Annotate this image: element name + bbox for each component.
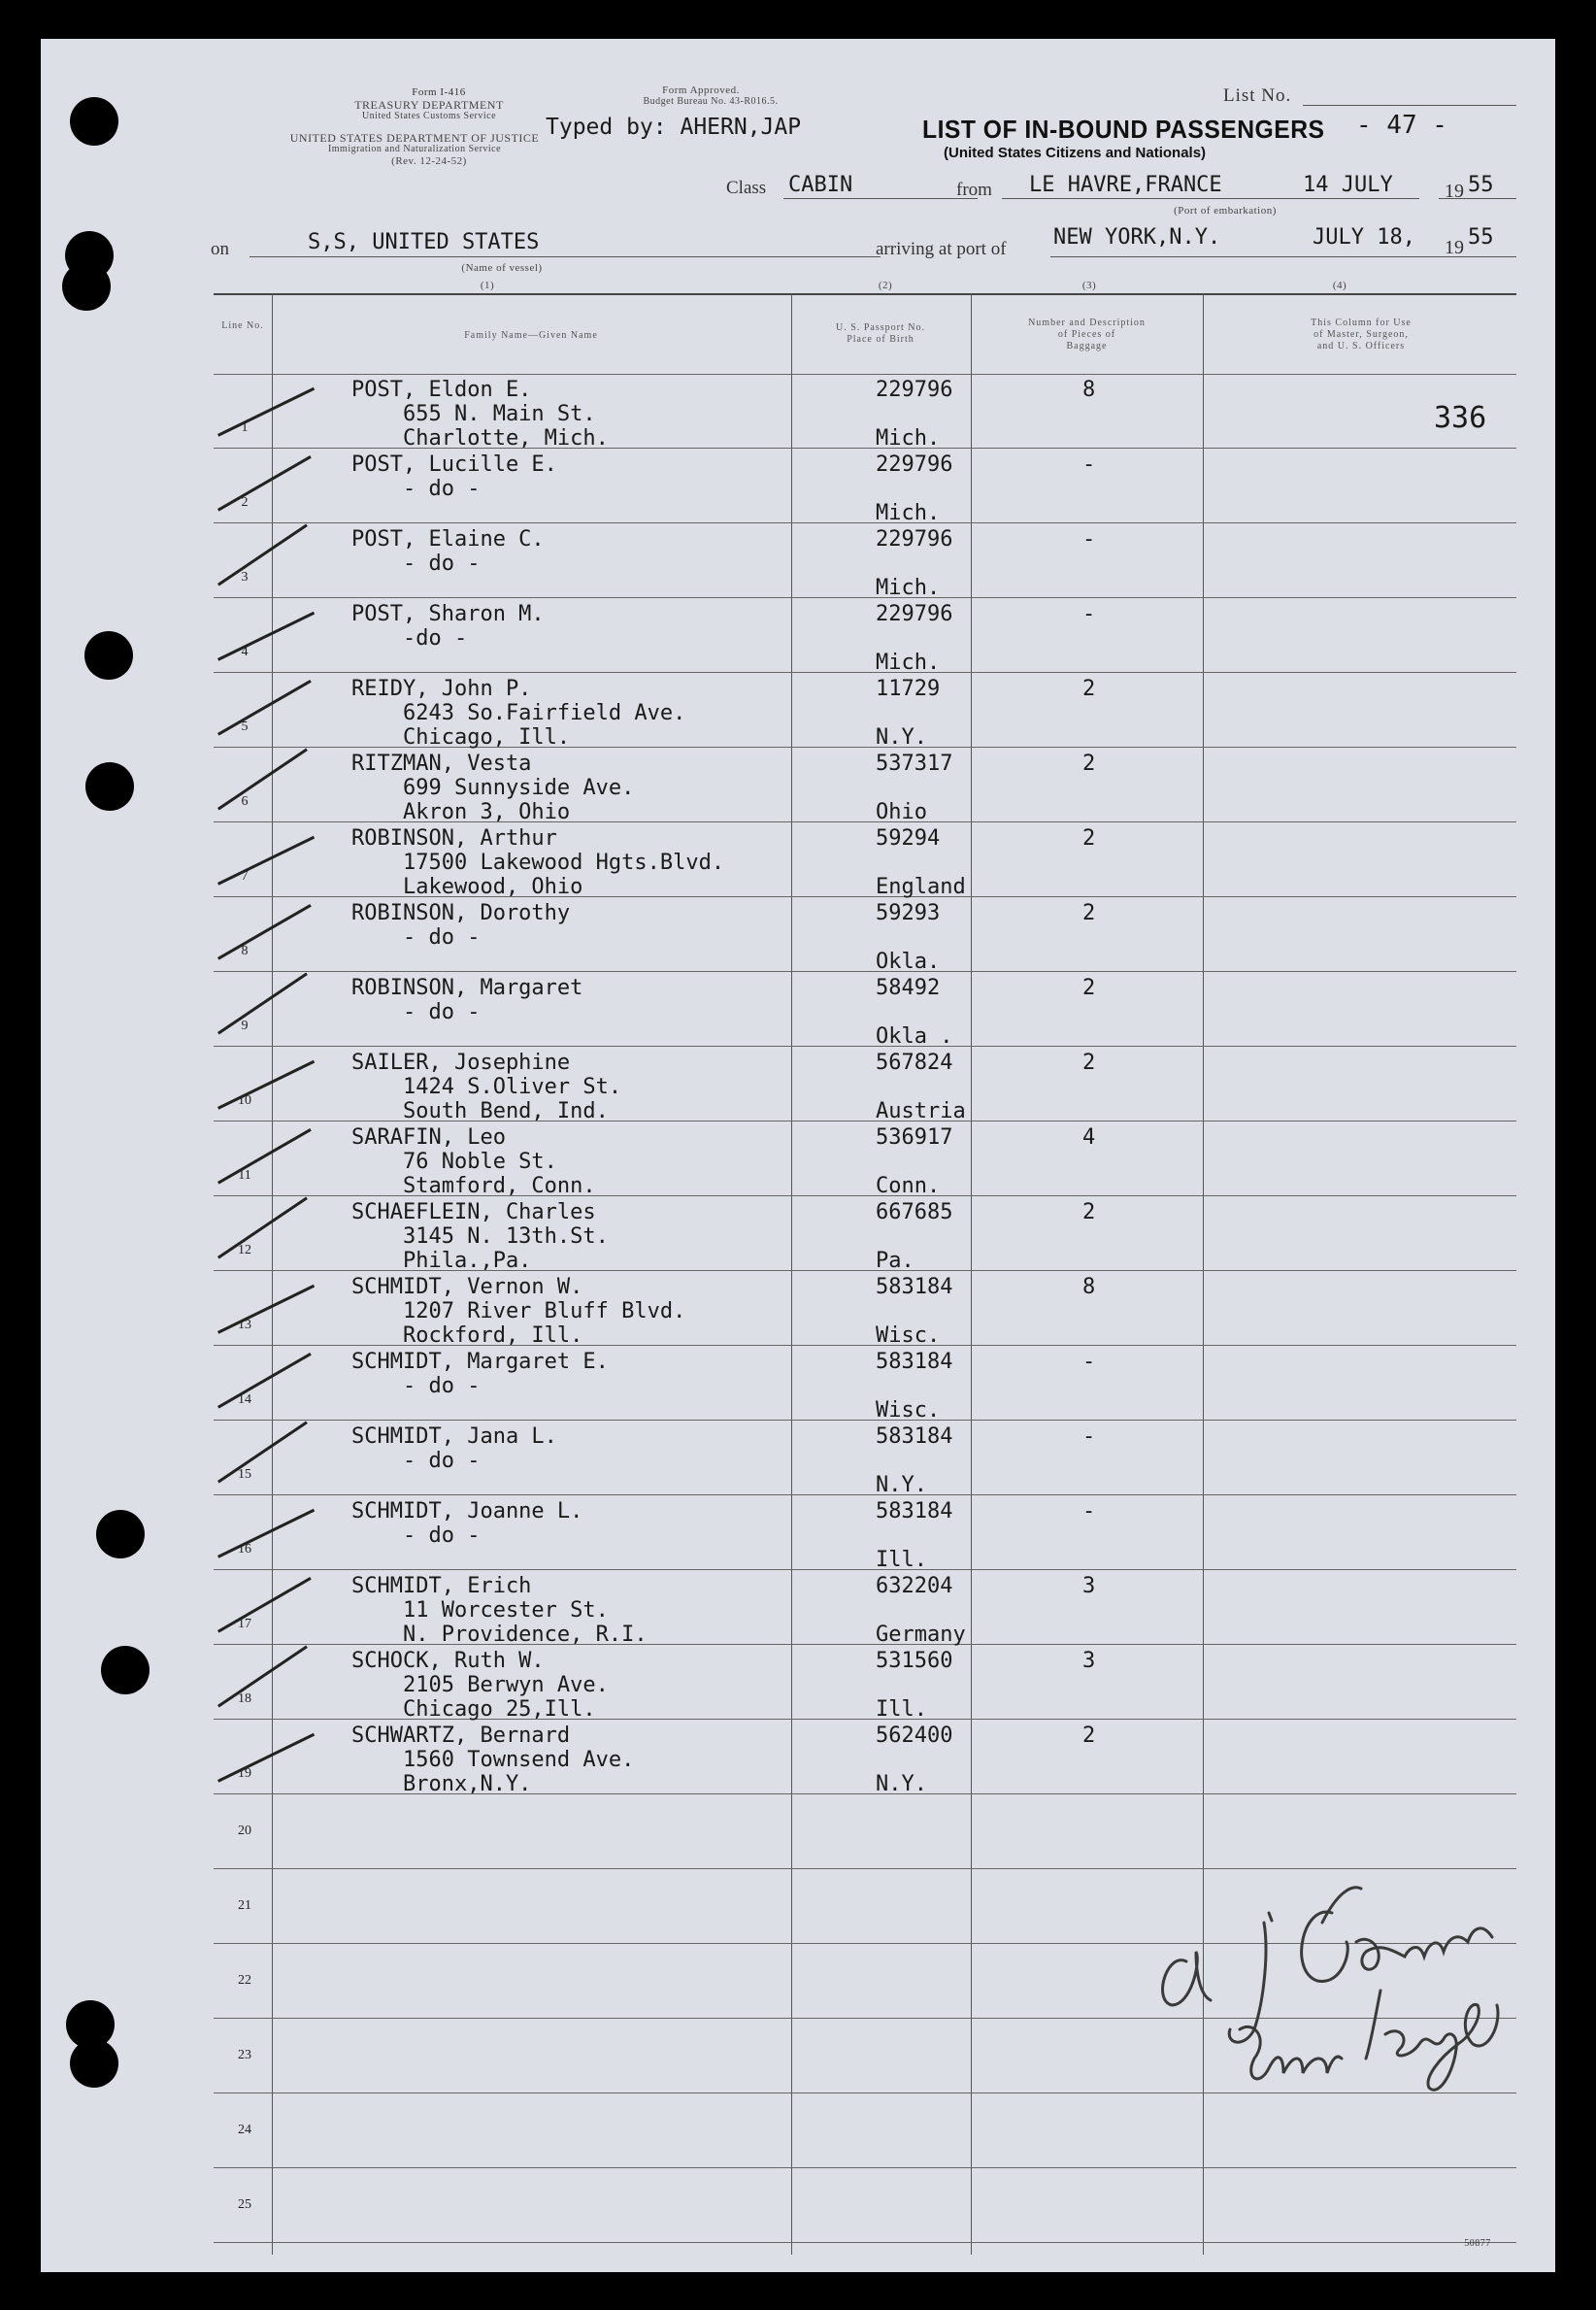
line-number: 22 — [238, 1973, 251, 1988]
embarkation-port: LE HAVRE,FRANCE — [1029, 173, 1222, 197]
address-line: Akron 3, Ohio — [351, 800, 571, 824]
address-line: - do - — [351, 925, 481, 950]
address-line: -do - — [351, 626, 468, 651]
passenger-name — [351, 976, 582, 1024]
baggage-count: 3 — [1082, 1649, 1096, 1673]
passenger-name — [351, 527, 545, 576]
place-of-birth: Austria — [876, 1099, 966, 1123]
address-line: - do - — [351, 552, 481, 576]
check-mark — [217, 1733, 315, 1783]
address-line: - do - — [351, 1000, 481, 1024]
passport-number: 59293 — [876, 901, 941, 925]
address-line: 76 Noble St. — [351, 1150, 557, 1174]
list-no-label: List No. — [1223, 85, 1292, 106]
passenger-name — [351, 1649, 609, 1722]
address-line: Stamford, Conn. — [351, 1174, 596, 1198]
line-number: 23 — [238, 2048, 251, 2062]
binder-hole — [85, 762, 134, 811]
passenger-name — [351, 1125, 596, 1198]
from-label: from — [956, 180, 992, 200]
class-label: Class — [726, 178, 767, 198]
binder-hole — [96, 1510, 145, 1558]
passport-number: 632204 — [876, 1574, 953, 1598]
place-of-birth: Germany — [876, 1623, 966, 1647]
baggage-count: 2 — [1082, 826, 1096, 851]
place-of-birth: Mich. — [876, 501, 941, 525]
baggage-count: 2 — [1082, 677, 1096, 701]
address-line: Chicago, Ill. — [351, 725, 571, 750]
passport-number: 58492 — [876, 976, 941, 1000]
address-line: Lakewood, Ohio — [351, 875, 583, 899]
passport-number: 59294 — [876, 826, 941, 851]
place-of-birth: N.Y. — [876, 725, 927, 750]
address-line: 699 Sunnyside Ave. — [351, 776, 635, 800]
address-line: South Bend, Ind. — [351, 1099, 609, 1123]
family-given-name: POST, Lucille E. — [351, 452, 557, 477]
line-number: 13 — [238, 1318, 251, 1332]
address-line: 1207 River Bluff Blvd. — [351, 1299, 686, 1323]
baggage-count: 2 — [1082, 1724, 1096, 1748]
col-number-3: (3) — [1081, 280, 1097, 291]
family-given-name: SCHMIDT, Jana L. — [351, 1424, 557, 1449]
col-number-1: (1) — [480, 280, 495, 291]
place-of-birth: Ill. — [876, 1548, 927, 1572]
row-divider — [214, 597, 1516, 598]
line-number: 21 — [238, 1898, 251, 1913]
passenger-name — [351, 602, 545, 651]
check-mark — [217, 1509, 315, 1558]
department-of-justice: UNITED STATES DEPARTMENT OF JUSTICE — [289, 131, 540, 145]
passport-number: 667685 — [876, 1200, 953, 1224]
row-divider — [214, 1569, 1516, 1570]
family-given-name: ROBINSON, Margaret — [351, 976, 583, 1000]
passport-number: 583184 — [876, 1350, 953, 1374]
address-line: 1560 Townsend Ave. — [351, 1748, 635, 1772]
passenger-name — [351, 1499, 582, 1548]
address-line: - do - — [351, 1523, 481, 1548]
vessel-caption: (Name of vessel) — [461, 262, 543, 274]
family-given-name: ROBINSON, Arthur — [351, 826, 557, 851]
line-number: 9 — [241, 1019, 249, 1033]
address-line: - do - — [351, 1449, 481, 1473]
embarkation-year: 55 — [1468, 173, 1494, 197]
family-given-name: RITZMAN, Vesta — [351, 752, 532, 776]
line-number: 24 — [238, 2123, 251, 2137]
address-line: Charlotte, Mich. — [351, 426, 609, 451]
passenger-name — [351, 1275, 685, 1348]
line-number: 12 — [238, 1243, 251, 1257]
binder-hole — [62, 262, 111, 311]
place-of-birth: Mich. — [876, 426, 941, 451]
address-line: 17500 Lakewood Hgts.Blvd. — [351, 851, 725, 875]
arrival-date: JULY 18, — [1313, 225, 1415, 250]
address-line: 3145 N. 13th.St. — [351, 1224, 609, 1249]
passenger-name — [351, 1574, 648, 1647]
line-number: 6 — [241, 794, 249, 809]
row-divider — [214, 1420, 1516, 1421]
row-divider — [214, 672, 1516, 673]
place-of-birth: N.Y. — [876, 1772, 927, 1796]
class-value: CABIN — [788, 173, 853, 197]
check-mark — [217, 904, 312, 960]
binder-hole — [84, 631, 133, 680]
line-number: 1 — [241, 420, 249, 435]
col-header-baggage: Number and Description of Pieces of Baggage — [1028, 318, 1146, 352]
immigration-service: Immigration and Naturalization Service — [327, 144, 502, 154]
family-given-name: REIDY, John P. — [351, 677, 532, 701]
passenger-name — [351, 452, 557, 501]
line-number: 2 — [241, 495, 249, 510]
baggage-count: - — [1082, 1350, 1096, 1374]
passport-number: 229796 — [876, 602, 953, 626]
address-line: - do - — [351, 1374, 481, 1398]
typed-by: Typed by: AHERN,JAP — [546, 115, 802, 140]
line-number: 3 — [241, 570, 249, 585]
family-given-name: SAILER, Josephine — [351, 1051, 571, 1075]
vessel-name: S,S, UNITED STATES — [308, 230, 540, 254]
place-of-birth: Wisc. — [876, 1323, 941, 1348]
inspector-signature — [1147, 1806, 1555, 2107]
passenger-name — [351, 1350, 609, 1398]
place-of-birth: N.Y. — [876, 1473, 927, 1497]
check-mark — [217, 1128, 312, 1185]
passport-number: 537317 — [876, 752, 953, 776]
customs-service: United States Customs Service — [361, 111, 497, 121]
family-given-name: POST, Eldon E. — [351, 378, 532, 402]
address-line: 655 N. Main St. — [351, 402, 596, 426]
baggage-count: 2 — [1082, 976, 1096, 1000]
line-number: 14 — [238, 1392, 251, 1407]
passport-number: 567824 — [876, 1051, 953, 1075]
arrival-year-prefix: 19 — [1445, 237, 1464, 258]
row-divider — [214, 2167, 1516, 2168]
passenger-name — [351, 1424, 557, 1473]
passport-number: 583184 — [876, 1275, 953, 1299]
line-number: 18 — [238, 1691, 251, 1706]
line-number: 20 — [238, 1824, 251, 1838]
family-given-name: SARAFIN, Leo — [351, 1125, 506, 1150]
baggage-count: - — [1082, 452, 1096, 477]
line-number: 4 — [241, 645, 249, 659]
on-label: on — [211, 239, 229, 259]
passport-number: 536917 — [876, 1125, 953, 1150]
baggage-count: - — [1082, 1499, 1096, 1523]
line-number: 19 — [238, 1766, 251, 1781]
family-given-name: ROBINSON, Dorothy — [351, 901, 571, 925]
family-given-name: SCHWARTZ, Bernard — [351, 1724, 571, 1748]
family-given-name: SCHMIDT, Erich — [351, 1574, 532, 1598]
port-embarkation-caption: (Port of embarkation) — [1174, 205, 1277, 217]
form-approved: Form Approved. — [662, 84, 740, 96]
binder-hole — [70, 97, 118, 146]
place-of-birth: Ohio — [876, 800, 927, 824]
col-number-2: (2) — [878, 280, 893, 291]
place-of-birth: Wisc. — [876, 1398, 941, 1423]
check-mark — [217, 1353, 312, 1409]
row-divider — [214, 2242, 1516, 2243]
embarkation-year-prefix: 19 — [1445, 181, 1464, 202]
place-of-birth: Okla . — [876, 1024, 953, 1049]
passport-number: 229796 — [876, 527, 953, 552]
baggage-count: 2 — [1082, 901, 1096, 925]
passport-number: 229796 — [876, 378, 953, 402]
page-subtitle: (United States Citizens and Nationals) — [944, 145, 1207, 161]
passenger-name — [351, 677, 685, 750]
passport-number: 531560 — [876, 1649, 953, 1673]
line-number: 16 — [238, 1542, 251, 1557]
check-mark — [217, 1060, 315, 1110]
col-header-passport: U. S. Passport No. Place of Birth — [836, 322, 925, 345]
family-given-name: SCHMIDT, Joanne L. — [351, 1499, 583, 1523]
family-given-name: POST, Elaine C. — [351, 527, 545, 552]
place-of-birth: Conn. — [876, 1174, 941, 1198]
address-line: N. Providence, R.I. — [351, 1623, 648, 1647]
passport-number: 583184 — [876, 1499, 953, 1523]
row-divider — [214, 971, 1516, 972]
passport-number: 11729 — [876, 677, 941, 701]
family-given-name: SCHAEFLEIN, Charles — [351, 1200, 596, 1224]
form-number: Form I-416 — [412, 86, 466, 98]
address-line: 11 Worcester St. — [351, 1598, 609, 1623]
arrival-port: NEW YORK,N.Y. — [1053, 225, 1221, 250]
check-mark — [217, 455, 312, 512]
binder-hole — [70, 2039, 118, 2088]
passport-number: 562400 — [876, 1724, 953, 1748]
check-mark — [217, 680, 312, 736]
row-divider — [214, 1046, 1516, 1047]
passenger-name — [351, 1724, 634, 1796]
check-mark — [217, 612, 315, 661]
baggage-count: 4 — [1082, 1125, 1096, 1150]
passport-number: 583184 — [876, 1424, 953, 1449]
family-given-name: POST, Sharon M. — [351, 602, 545, 626]
treasury-department: TREASURY DEPARTMENT — [354, 98, 504, 112]
place-of-birth: Mich. — [876, 576, 941, 600]
budget-bureau: Budget Bureau No. 43-R016.5. — [643, 96, 779, 107]
line-number: 8 — [241, 944, 249, 958]
place-of-birth: England — [876, 875, 966, 899]
address-line: Chicago 25,Ill. — [351, 1697, 596, 1722]
address-line: Phila.,Pa. — [351, 1249, 532, 1273]
line-number: 5 — [241, 720, 249, 734]
passenger-name — [351, 901, 570, 950]
line-number: 10 — [238, 1093, 251, 1108]
place-of-birth: Pa. — [876, 1249, 914, 1273]
family-given-name: SCHMIDT, Margaret E. — [351, 1350, 609, 1374]
passenger-name — [351, 378, 609, 451]
place-of-birth: Okla. — [876, 950, 941, 974]
manifest-page — [41, 39, 1555, 2272]
binder-hole — [101, 1646, 150, 1694]
passenger-name — [351, 1200, 609, 1273]
col-header-name: Family Name—Given Name — [464, 330, 598, 341]
form-revision: (Rev. 12-24-52) — [391, 155, 467, 167]
family-given-name: SCHMIDT, Vernon W. — [351, 1275, 583, 1299]
baggage-count: 2 — [1082, 752, 1096, 776]
line-number: 11 — [238, 1168, 251, 1183]
row-divider — [214, 522, 1516, 523]
baggage-count: 3 — [1082, 1574, 1096, 1598]
passenger-name — [351, 1051, 621, 1123]
baggage-count: - — [1082, 1424, 1096, 1449]
passport-number: 229796 — [876, 452, 953, 477]
arriving-label: arriving at port of — [876, 239, 1007, 259]
col-header-line-no: Line No. — [221, 320, 264, 331]
passenger-name — [351, 752, 634, 824]
address-line: - do - — [351, 477, 481, 501]
check-mark — [217, 1577, 312, 1633]
page-title: LIST OF IN-BOUND PASSENGERS — [922, 115, 1325, 144]
col-number-4: (4) — [1332, 280, 1347, 291]
col-header-officers: This Column for Use of Master, Surgeon, and U. S. Officers — [1311, 318, 1412, 352]
embarkation-date: 14 JULY — [1303, 173, 1393, 197]
address-line: 2105 Berwyn Ave. — [351, 1673, 609, 1697]
line-number: 25 — [238, 2197, 251, 2212]
address-line: Rockford, Ill. — [351, 1323, 583, 1348]
line-number: 7 — [241, 869, 249, 884]
row-divider — [214, 1494, 1516, 1495]
list-no-value: - 47 - — [1356, 111, 1447, 140]
check-mark — [217, 1285, 315, 1334]
arrival-year: 55 — [1468, 225, 1494, 250]
baggage-count: 2 — [1082, 1200, 1096, 1224]
line-number: 17 — [238, 1617, 251, 1631]
passenger-name — [351, 826, 724, 899]
footer-code: 50877 — [1464, 2238, 1491, 2249]
check-mark — [217, 387, 315, 437]
line-number: 15 — [238, 1467, 251, 1482]
baggage-count: - — [1082, 602, 1096, 626]
baggage-count: - — [1082, 527, 1096, 552]
place-of-birth: Mich. — [876, 651, 941, 675]
officer-note: 336 — [1434, 401, 1487, 435]
baggage-count: 2 — [1082, 1051, 1096, 1075]
baggage-count: 8 — [1082, 378, 1096, 402]
address-line: Bronx,N.Y. — [351, 1772, 532, 1796]
baggage-count: 8 — [1082, 1275, 1096, 1299]
address-line: 1424 S.Oliver St. — [351, 1075, 622, 1099]
address-line: 6243 So.Fairfield Ave. — [351, 701, 686, 725]
place-of-birth: Ill. — [876, 1697, 927, 1722]
family-given-name: SCHOCK, Ruth W. — [351, 1649, 545, 1673]
check-mark — [217, 836, 315, 886]
